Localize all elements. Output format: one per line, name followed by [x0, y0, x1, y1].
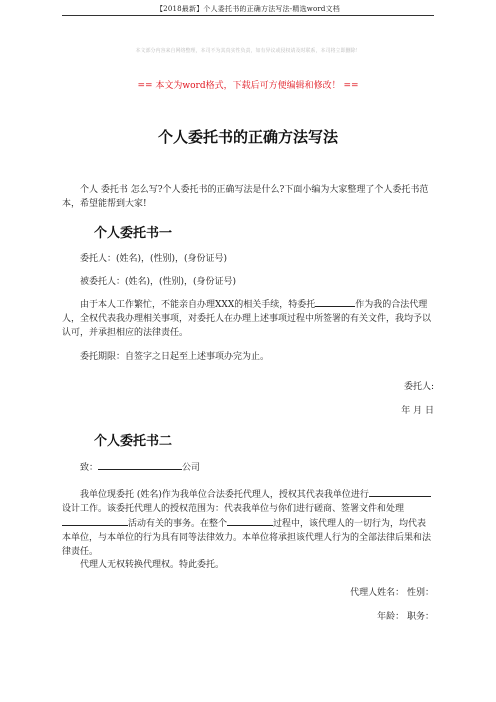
- intro-paragraph: 个人 委托书 怎么写?个人委托书的正确写法是什么?下面小编为大家整理了个人委托书范本，希望能帮到大家!: [62, 185, 429, 209]
- principal-signature: 委托人:: [403, 382, 434, 392]
- agent-line: [62, 275, 434, 289]
- addressee-line: [62, 460, 434, 475]
- principal-text: 委托人：(姓名)，(性别)，(身份证号): [80, 254, 228, 264]
- process-blank: [227, 516, 273, 526]
- disclaimer-text: 本文部分内容来自网络整理，本司不为其真实性负责，如有异议或侵权请及时联系，本司将立即删除！: [135, 48, 361, 54]
- reason-text-after: 作为我的合法代理人，全权代表我办理相关事项，对委托人在办理上述事项过程中所签署的有关文件，我均予以认可，并承担相应的法律责任。: [62, 300, 432, 338]
- no-transfer-line: [62, 558, 434, 572]
- addressee-suffix: 公司: [182, 463, 201, 473]
- project-blank: [369, 487, 431, 497]
- authorization-text-3: 活动有关的事务。在整个: [128, 519, 228, 529]
- section-heading-2: 个人委托书二: [94, 434, 173, 449]
- signature-date: 年 月 日: [401, 406, 434, 416]
- reason-paragraph: [62, 297, 434, 340]
- authorization-text-1: 我单位现委托 (姓名)作为我单位合法委托代理人，授权其代表我单位进行: [80, 490, 369, 500]
- principal-line: [62, 252, 434, 266]
- company-blank: [98, 460, 182, 470]
- period-line: [62, 350, 434, 364]
- authorization-text-2: 设计工作。该委托代理人的授权范围为：代表我单位与你们进行磋商、签署文件和处理: [62, 504, 405, 514]
- authorization-text-4: 过程中，该代理人的一切行为，均代表本单位，与本单位的行为具有同等法律效力。本单位将承担该代理人行为的全部法律后果和法律责任。: [62, 519, 432, 557]
- activity-blank: [62, 516, 128, 526]
- document-title: 个人委托书的正确方法写法: [157, 128, 338, 146]
- no-transfer-text: 代理人无权转换代理权。特此委托。: [80, 560, 225, 570]
- addressee-prefix: 致：: [80, 463, 99, 473]
- word-format-notice: == 本文为word格式，下载后可方便编辑和修改！ ==: [137, 81, 359, 91]
- agent-name-gender: 代理人姓名： 性别：: [350, 588, 434, 598]
- header-divider: [62, 15, 434, 16]
- authorization-paragraph: [62, 487, 434, 559]
- page-header-title: 【2018最新】个人委托书的正确方法写法-精选word文档: [155, 5, 340, 13]
- agent-text: 被委托人：(姓名)，(性别)，(身份证号): [80, 277, 237, 287]
- reason-text-before: 由于本人工作繁忙，不能亲自办理XXX的相关手续，特委托: [80, 300, 316, 310]
- section-heading-1: 个人委托书一: [94, 226, 173, 241]
- agent-blank: [315, 297, 355, 307]
- period-text: 委托期限：自签字之日起至上述事项办完为止。: [80, 352, 270, 362]
- agent-age-position: 年龄： 职务：: [377, 612, 434, 622]
